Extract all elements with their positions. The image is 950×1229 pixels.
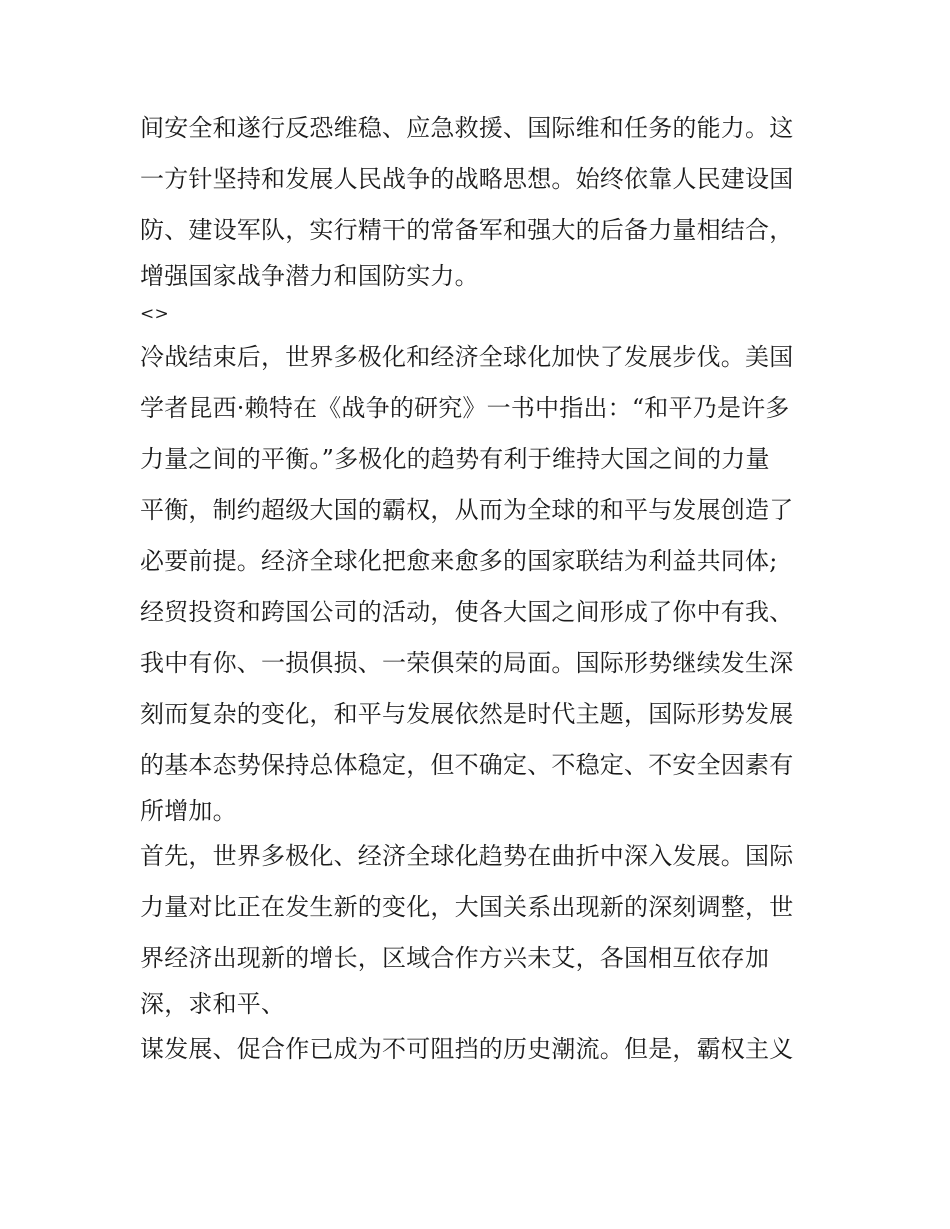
text-line: 首先，世界多极化、经济全球化趋势在曲折中深入发展。国际 xyxy=(140,842,794,870)
text-line: 力量对比正在发生新的变化，大国关系出现新的深刻调整，世 xyxy=(140,893,794,921)
document-body xyxy=(140,103,812,1075)
text-line: 谋发展、促合作已成为不可阻挡的历史潮流。但是，霸权主义 xyxy=(140,1035,794,1063)
text-line: 深，求和平、 xyxy=(140,990,286,1018)
text-line: 刻而复杂的变化，和平与发展依然是时代主题，国际形势发展 xyxy=(140,700,794,728)
text-line: 的基本态势保持总体稳定，但不确定、不稳定、不安全因素有 xyxy=(140,751,794,779)
text-line: 我中有你、一损俱损、一荣俱荣的局面。国际形势继续发生深 xyxy=(140,649,794,677)
text-line: 必要前提。经济全球化把愈来愈多的国家联结为利益共同体; xyxy=(140,547,778,575)
text-line: 所增加。 xyxy=(140,797,237,825)
text-line: 界经济出现新的增长，区域合作方兴未艾，各国相互依存加 xyxy=(140,944,770,972)
separator-marker: <> xyxy=(140,304,169,324)
text-line: 间安全和遂行反恐维稳、应急救援、国际维和任务的能力。这 xyxy=(140,114,794,142)
text-line: 经贸投资和跨国公司的活动，使各大国之间形成了你中有我、 xyxy=(140,598,794,626)
text-line: 学者昆西·赖特在《战争的研究》一书中指出：“和平乃是许多 xyxy=(140,394,790,422)
text-line: 一方针坚持和发展人民战争的战略思想。始终依靠人民建设国 xyxy=(140,165,794,193)
text-line: 增强国家战争潜力和国防实力。 xyxy=(140,262,479,290)
text-line: 冷战结束后，世界多极化和经济全球化加快了发展步伐。美国 xyxy=(140,343,794,371)
text-line: 平衡，制约超级大国的霸权，从而为全球的和平与发展创造了 xyxy=(140,496,794,524)
text-line: 力量之间的平衡。”多极化的趋势有利于维持大国之间的力量 xyxy=(140,445,770,473)
text-line: 防、建设军队，实行精干的常备军和强大的后备力量相结合， xyxy=(140,216,794,244)
